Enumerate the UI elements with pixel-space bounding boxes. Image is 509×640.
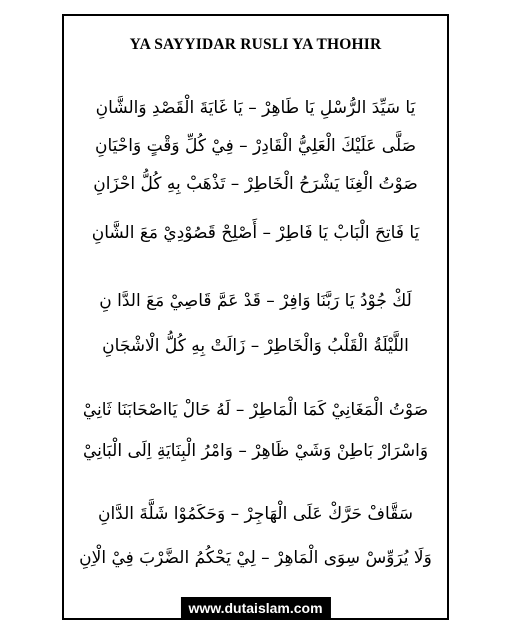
poem-title: YA SAYYIDAR RUSLI YA THOHIR — [129, 36, 382, 53]
verse-line: سَقَّافْ حَرَّكْ عَلَى الْهَاجِرْ – وَحَكَمُوْا شَلَّةَ الدَّانِ — [97, 504, 414, 524]
website-watermark: www.dutaislam.com — [180, 597, 330, 620]
verse-line: يَا فَاتِحَ الْبَابْ يَا فَاطِرْ – أَصْلِحْ قَصُوْدِيْ مَعَ الشَّانِ — [91, 223, 420, 243]
verse-line: صَوْتُ الْمَغَانِيْ كَمَا الْمَاطِرْ – لَهُ حَالْ يَااصْحَابَنَا ثَانِيْ — [82, 400, 429, 420]
verse-line: وَاسْرَارْ بَاطِنْ وَشَيْ ظَاهِرْ – وَامْرُ الْبِنَايَةِ اِلَى الْبَانِيْ — [82, 441, 429, 461]
verse-line: اللَّيْلَةُ الْقَلْبُ وَالْخَاطِرْ – زَالَتْ بِهِ كُلُّ الْاشْجَانِ — [102, 336, 409, 356]
verse-line: صَلَّى عَلَيْكَ الْعَلِيُّ الْقَادِرْ – فِيْ كُلِّ وَقْتٍ وَاحْيَانِ — [94, 136, 417, 156]
verse-line: وَلَا يُرَوِّسْ سِوَى الْمَاهِرْ – لِيْ يَحْكُمُ الضَّرْبَ فِيْ الْاِنِ — [79, 548, 432, 568]
verse-line: يَا سَيِّدَ الرُّسْلِ يَا طَاهِرْ – يَا غَايَةَ الْقَصْدِ وَالشَّانِ — [95, 98, 416, 118]
document-frame — [62, 14, 449, 620]
verse-line: لَكْ جُوْدُ يَا رَبَّنَا وَافِرْ – قَدْ عَمَّ قَاصِيْ مَعَ الدَّا نِ — [99, 291, 412, 311]
verse-line: صَوْتُ الْغِنَا يَشْرَحُ الْخَاطِرْ – تَذْهَبْ بِهِ كُلُّ احْزَانِ — [93, 174, 418, 194]
